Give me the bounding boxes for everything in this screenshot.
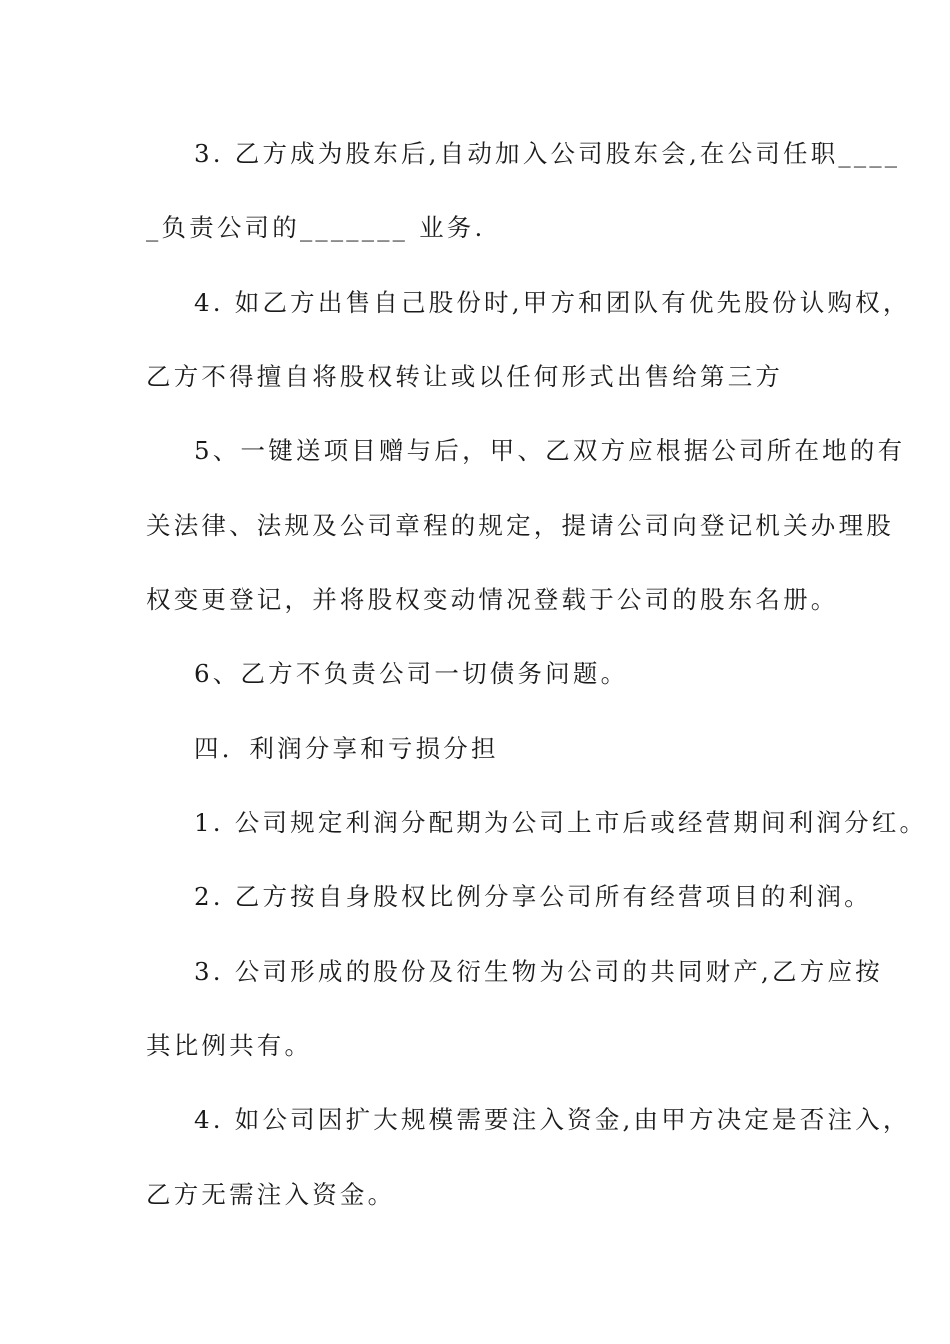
profit-clause-1: 1. 公司规定利润分配期为公司上市后或经营期间利润分红。 xyxy=(194,808,928,837)
section-heading-4: 四．利润分享和亏损分担 xyxy=(194,734,499,763)
profit-clause-2: 2. 乙方按自身股权比例分享公司所有经营项目的利润。 xyxy=(194,882,872,911)
clause-5-line-2: 关法律、法规及公司章程的规定，提请公司向登记机关办理股 xyxy=(146,511,894,540)
clause-3-line-1: 3. 乙方成为股东后,自动加入公司股东会,在公司任职____ xyxy=(194,139,901,168)
clause-3-line-2: _负责公司的_______ 业务. xyxy=(146,213,486,242)
clause-5-line-1: 5、一键送项目赠与后，甲、乙双方应根据公司所在地的有 xyxy=(194,436,906,465)
clause-5-line-3: 权变更登记，并将股权变动情况登载于公司的股东名册。 xyxy=(146,585,839,614)
clause-4-line-2: 乙方不得擅自将股权转让或以任何形式出售给第三方 xyxy=(146,362,784,391)
profit-clause-4-line-2: 乙方无需注入资金。 xyxy=(146,1180,396,1209)
clause-4-line-1: 4. 如乙方出售自己股份时,甲方和团队有优先股份认购权， xyxy=(194,288,911,317)
profit-clause-3-line-2: 其比例共有。 xyxy=(146,1031,313,1060)
profit-clause-4-line-1: 4. 如公司因扩大规模需要注入资金,由甲方决定是否注入， xyxy=(194,1105,911,1134)
profit-clause-3-line-1: 3. 公司形成的股份及衍生物为公司的共同财产,乙方应按 xyxy=(194,957,883,986)
clause-6-line-1: 6、乙方不负责公司一切债务问题。 xyxy=(194,659,629,688)
